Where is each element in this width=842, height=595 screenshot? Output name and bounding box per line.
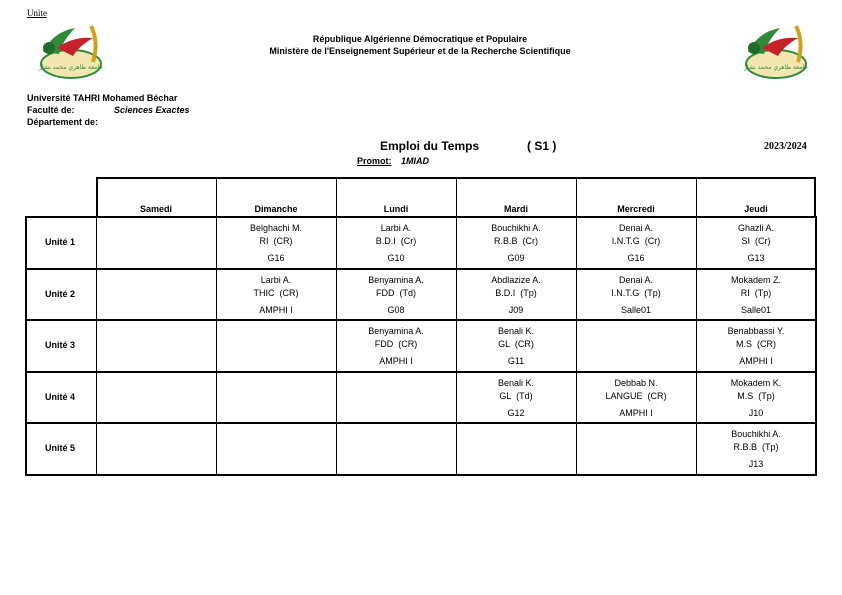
cell-course: R.B.B (Cr) <box>494 236 538 246</box>
cell-teacher: Debbab N. <box>614 378 658 388</box>
cell-room: G16 <box>627 253 645 263</box>
row-divider <box>25 319 817 321</box>
timetable-cell <box>696 325 816 368</box>
cell-room: AMPHI I <box>379 356 413 366</box>
cell-course: RI (Tp) <box>740 288 772 298</box>
cell-teacher: Bouchikhi A. <box>491 223 541 233</box>
cell-teacher: Benali K. <box>497 378 535 388</box>
cell-room: G11 <box>507 356 525 366</box>
faculty-value: Sciences Exactes <box>114 105 190 115</box>
cell-room: AMPHI I <box>739 356 773 366</box>
row-divider <box>25 422 817 424</box>
header-line-2: Ministère de l'Enseignement Supérieur et de la Recherche Scientifique <box>269 46 571 56</box>
cell-course: FDD (Td) <box>376 288 416 298</box>
university-logo-left <box>33 22 109 84</box>
cell-teacher: Larbi A. <box>260 275 292 285</box>
day-header-samedi: Samedi <box>139 204 172 214</box>
timetable-cell <box>696 377 816 420</box>
cell-room: G10 <box>387 253 405 263</box>
cell-teacher: Mokadem K. <box>730 378 782 388</box>
logo-text: جامعة طاهري محمد بشار <box>744 64 808 71</box>
timetable-cell <box>696 428 816 471</box>
cell-teacher: Bouchikhi A. <box>731 429 781 439</box>
academic-year: 2023/2024 <box>764 141 807 152</box>
header-line-1: République Algérienne Démocratique et Populaire <box>312 34 528 44</box>
timetable-cell <box>696 222 816 265</box>
cell-course: I.N.T.G (Tp) <box>611 288 661 298</box>
timetable-cell <box>576 377 696 420</box>
unit-label: Unité 3 <box>44 340 75 350</box>
cell-room: G08 <box>387 305 405 315</box>
cell-course: M.S (CR) <box>736 339 776 349</box>
timetable-cell <box>696 274 816 317</box>
faculty-label: Faculté de: <box>27 105 75 115</box>
timetable-cell <box>456 222 576 265</box>
department-label: Département de: <box>27 117 99 127</box>
row-divider <box>25 216 817 218</box>
unit-label: Unité 4 <box>44 391 75 402</box>
logo-text: جامعة طاهري محمد بشار <box>39 64 103 71</box>
cell-course: GL (Td) <box>499 391 533 401</box>
cell-room: J09 <box>508 305 524 315</box>
row-divider <box>25 371 817 373</box>
day-header-dimanche: Dimanche <box>254 204 298 214</box>
cell-room: G09 <box>507 253 525 263</box>
timetable-title: Emploi du Temps <box>380 139 480 153</box>
cell-teacher: Abdlazize A. <box>491 275 541 285</box>
unite-label: Unite <box>27 8 47 18</box>
unit-label: Unité 2 <box>44 288 75 299</box>
cell-course: FDD (CR) <box>374 339 418 349</box>
cell-course: THIC (CR) <box>253 288 299 298</box>
column-divider <box>96 217 97 475</box>
timetable-cell <box>336 274 456 317</box>
cell-room: G13 <box>747 253 765 263</box>
cell-room: AMPHI I <box>619 408 653 418</box>
cell-room: J10 <box>748 408 764 418</box>
cell-teacher: Ghazli A. <box>737 223 775 233</box>
day-header-mardi: Mardi <box>503 204 528 214</box>
unit-label: Unité 1 <box>44 237 75 247</box>
row-divider <box>25 474 817 476</box>
day-header-mercredi: Mercredi <box>617 204 655 214</box>
timetable-cell <box>576 274 696 317</box>
cell-room: G12 <box>507 408 525 418</box>
cell-room: Salle01 <box>620 305 652 315</box>
cell-room: G16 <box>267 253 285 263</box>
timetable-cell <box>336 222 456 265</box>
cell-course: LANGUE (CR) <box>605 391 667 401</box>
university-logo-right <box>738 22 814 84</box>
cell-teacher: Larbi A. <box>380 223 412 233</box>
cell-teacher: Benyamina A. <box>368 326 424 336</box>
cell-course: SI (Cr) <box>741 236 771 246</box>
timetable-cell <box>216 222 336 265</box>
cell-course: M.S (Tp) <box>737 391 775 401</box>
cell-course: RI (CR) <box>259 236 293 246</box>
cell-teacher: Denai A. <box>618 275 654 285</box>
semester-label: ( S1 ) <box>527 139 557 153</box>
cell-course: I.N.T.G (Cr) <box>611 236 661 246</box>
row-divider <box>25 268 817 270</box>
cell-teacher: Benabbassi Y. <box>727 326 785 336</box>
timetable-cell <box>216 274 336 317</box>
day-header-lundi: Lundi <box>383 204 409 214</box>
cell-course: B.D.I (Cr) <box>375 236 417 246</box>
timetable-cell <box>456 274 576 317</box>
cell-teacher: Denai A. <box>618 223 654 233</box>
timetable-cell <box>576 222 696 265</box>
cell-room: AMPHI I <box>259 305 293 315</box>
university-name: Université TAHRI Mohamed Béchar <box>27 93 178 103</box>
cell-teacher: Mokadem Z. <box>730 275 781 285</box>
day-header-jeudi: Jeudi <box>744 204 768 214</box>
cell-teacher: Belghachi M. <box>249 223 303 233</box>
cell-room: Salle01 <box>740 305 772 315</box>
promo-label: Promot: <box>357 156 392 166</box>
timetable-cell <box>456 377 576 420</box>
promo-value: 1MIAD <box>401 156 430 166</box>
cell-course: R.B.B (Tp) <box>733 442 779 452</box>
unit-label: Unité 5 <box>44 443 75 453</box>
cell-course: GL (CR) <box>498 339 534 349</box>
cell-teacher: Benyamina A. <box>368 275 424 285</box>
timetable-cell <box>336 325 456 368</box>
cell-teacher: Benali K. <box>497 326 535 336</box>
cell-room: J13 <box>748 459 764 469</box>
cell-course: B.D.I (Tp) <box>495 288 537 298</box>
timetable-cell <box>456 325 576 368</box>
